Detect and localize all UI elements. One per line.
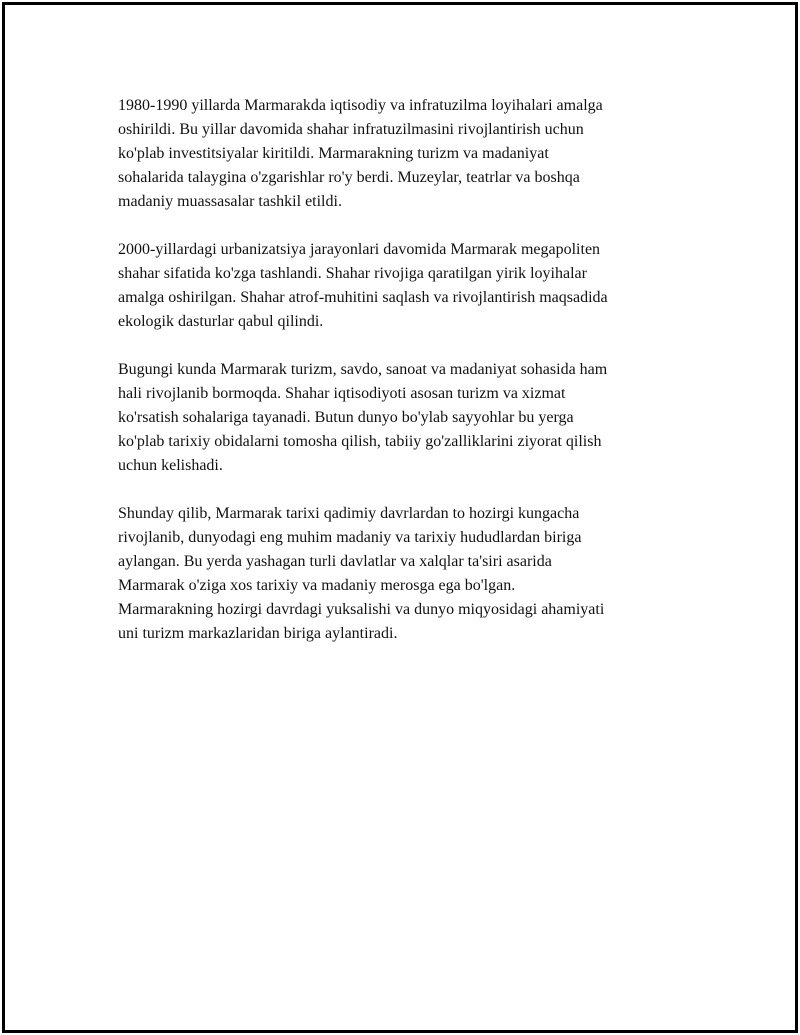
text-line: hali rivojlanib bormoqda. Shahar iqtisodiyoti asosan turizm va xizmat — [118, 385, 566, 402]
text-line: oshirildi. Bu yillar davomida shahar infratuzilmasini rivojlantirish uchun — [118, 121, 584, 138]
text-line: amalga oshirilgan. Shahar atrof-muhitini saqlash va rivojlantirish maqsadida — [118, 289, 608, 306]
text-line: 1980-1990 yillarda Marmarakda iqtisodiy va infratuzilma loyihalari amalga — [118, 97, 603, 114]
text-line: madaniy muassasalar tashkil etildi. — [118, 193, 342, 210]
text-line: ko'rsatish sohalariga tayanadi. Butun dunyo bo'ylab sayyohlar bu yerga — [118, 409, 574, 426]
text-line: shahar sifatida ko'zga tashlandi. Shahar rivojiga qaratilgan yirik loyihalar — [118, 265, 587, 282]
paragraph-2 — [118, 238, 688, 334]
text-line: ko'plab investitsiyalar kiritildi. Marmarakning turizm va madaniyat — [118, 145, 549, 162]
text-line: ko'plab tarixiy obidalarni tomosha qilish, tabiiy go'zalliklarini ziyorat qilish — [118, 433, 602, 450]
text-line: Marmarak o'ziga xos tarixiy va madaniy merosga ega bo'lgan. — [118, 577, 516, 594]
text-line: ekologik dasturlar qabul qilindi. — [118, 313, 324, 330]
text-line: sohalarida talaygina o'zgarishlar ro'y berdi. Muzeylar, teatrlar va boshqa — [118, 169, 580, 186]
document-body — [118, 94, 688, 670]
text-line: aylangan. Bu yerda yashagan turli davlatlar va xalqlar ta'siri asarida — [118, 553, 552, 570]
text-line: uni turizm markazlaridan biriga aylantiradi. — [118, 625, 398, 642]
text-line: Shunday qilib, Marmarak tarixi qadimiy davrlardan to hozirgi kungacha — [118, 505, 580, 522]
text-line: uchun kelishadi. — [118, 457, 223, 474]
paragraph-3 — [118, 358, 688, 478]
text-line: Marmarakning hozirgi davrdagi yuksalishi va dunyo miqyosidagi ahamiyati — [118, 601, 605, 618]
text-line: rivojlanib, dunyodagi eng muhim madaniy va tarixiy hududlardan biriga — [118, 529, 582, 546]
text-line: Bugungi kunda Marmarak turizm, savdo, sanoat va madaniyat sohasida ham — [118, 361, 608, 378]
text-line: 2000-yillardagi urbanizatsiya jarayonlari davomida Marmarak megapoliten — [118, 241, 601, 258]
paragraph-4 — [118, 502, 688, 646]
paragraph-1 — [118, 94, 688, 214]
